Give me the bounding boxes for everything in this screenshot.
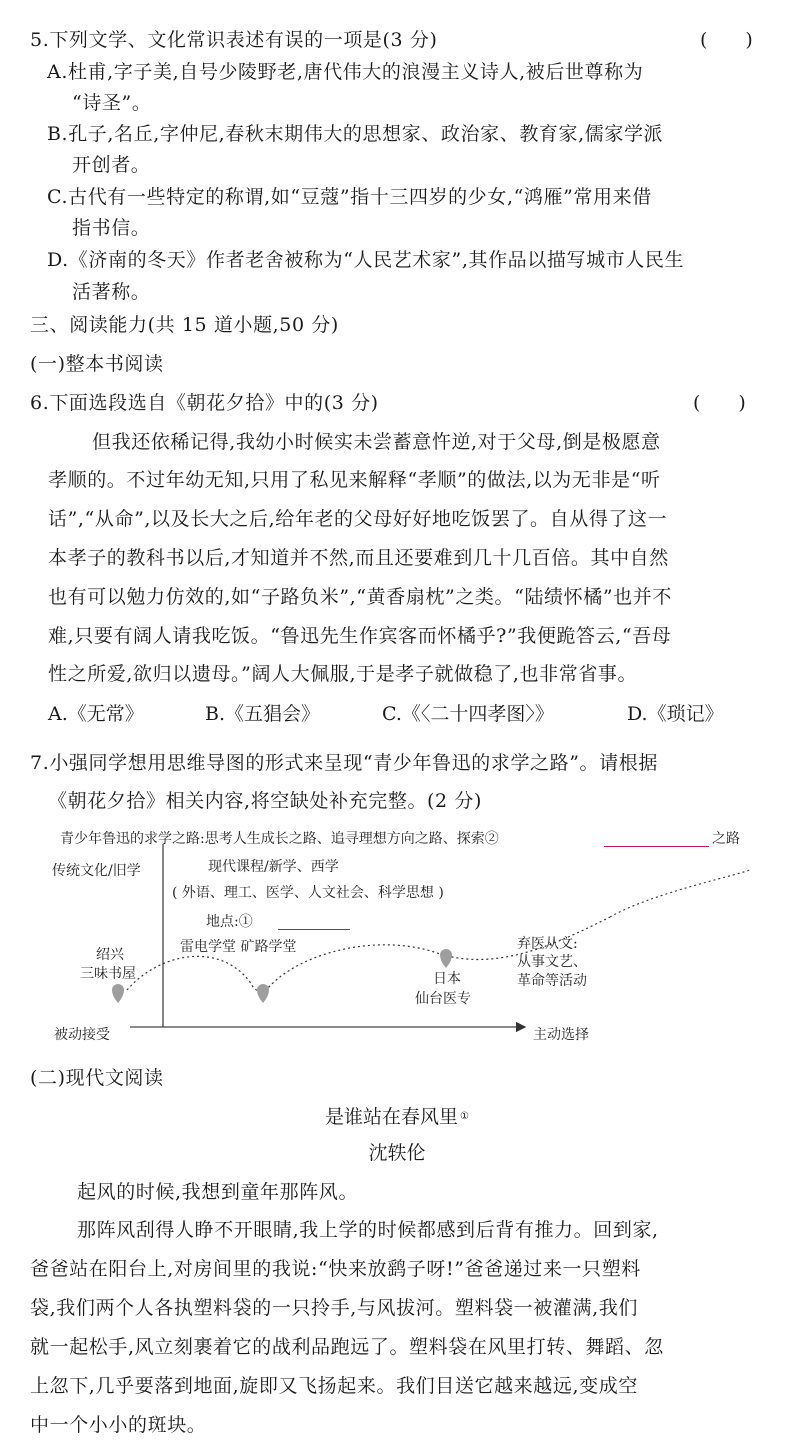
quit-medicine-label: 弃医从文:: [517, 936, 578, 952]
q7-stem-line2: 《朝花夕拾》相关内容,将空缺处补充完整。(2 分): [48, 790, 482, 812]
diagram-header: 青少年鲁迅的求学之路:思考人生成长之路、追寻理想方向之路、探索②: [60, 831, 499, 847]
modern-learning-label: 现代课程/新学、西学: [208, 859, 339, 875]
article-paragraph: 起风的时候,我想到童年那阵风。: [77, 1181, 359, 1203]
article-paragraph: 爸爸站在阳台上,对房间里的我说:“快来放鹞子呀!”爸爸递过来一只塑料: [30, 1258, 641, 1280]
japan-label: 日本: [433, 971, 461, 987]
mind-map-graphics: [30, 822, 770, 1052]
q5-option-c-line2: 指书信。: [72, 217, 151, 239]
x-axis-right-label: 主动选择: [533, 1027, 589, 1043]
modern-learning-detail: ( 外语、理工、医学、人文社会、科学思想 ): [172, 885, 444, 901]
article-paragraph: 中一个小小的斑块。: [30, 1414, 207, 1436]
quit-medicine-detail2: 革命等活动: [517, 973, 587, 989]
q6-passage-line: 但我还依稀记得,我幼小时候实未尝蓄意忤逆,对于父母,倒是极愿意: [92, 431, 661, 453]
shaoxing-label: 绍兴: [96, 947, 124, 963]
diagram-header-suffix: 之路: [712, 831, 740, 847]
x-axis-left-label: 被动接受: [54, 1027, 110, 1043]
section-3-title: 三、阅读能力(共 15 道小题,50 分): [30, 314, 339, 336]
article-paragraph: 上忽下,几乎要落到地面,旋即又飞扬起来。我们目送它越来越远,变成空: [30, 1375, 638, 1397]
q6-answer-paren: ( ): [693, 392, 746, 414]
q5-option-c-line1: C.古代有一些特定的称谓,如“豆蔻”指十三四岁的少女,“鸿雁”常用来借: [47, 186, 652, 208]
part-1-title: (一)整本书阅读: [30, 353, 164, 375]
quit-medicine-detail1: 从事文艺、: [517, 954, 587, 970]
q5-option-d-line1: D.《济南的冬天》作者老舍被称为“人民艺术家”,其作品以描写城市人民生: [47, 249, 685, 271]
q6-passage-line: 本孝子的教科书以后,才知道并不然,而且还要难到几十几百倍。其中自然: [48, 547, 669, 569]
sendai-label: 仙台医专: [415, 991, 471, 1007]
answer-blank-1[interactable]: [278, 929, 350, 930]
q5-option-b-line1: B.孔子,名丘,字仲尼,春秋末期伟大的思想家、政治家、教育家,儒家学派: [47, 123, 664, 145]
article-title-text: 是谁站在春风里: [325, 1106, 459, 1128]
article-paragraph: 就一起松手,风立刻裹着它的战利品跑远了。塑料袋在风里打转、舞蹈、忽: [30, 1336, 664, 1358]
sanwei-label: 三味书屋: [80, 966, 136, 982]
article-title: [0, 1105, 794, 1129]
nanjing-schools: 雷电学堂 矿路学堂: [180, 939, 297, 955]
part-2-title: (二)现代文阅读: [30, 1067, 164, 1089]
q5-answer-paren: ( ): [700, 29, 753, 51]
article-paragraph: 那阵风刮得人睁不开眼睛,我上学的时候都感到后背有推力。回到家,: [77, 1219, 659, 1241]
q6-stem: 6.下面选段选自《朝花夕拾》中的(3 分): [30, 392, 379, 414]
q5-option-d-line2: 活著称。: [72, 281, 151, 303]
q6-option-d: D.《琐记》: [627, 703, 724, 725]
q5-option-a-line1: A.杜甫,字子美,自号少陵野老,唐代伟大的浪漫主义诗人,被后世尊称为: [47, 61, 644, 83]
location-label: 地点:①: [206, 914, 253, 930]
article-author: 沈轶伦: [368, 1142, 426, 1164]
q6-passage-line: 也有可以勉力仿效的,如“子路负米”,“黄香扇枕”之类。“陆绩怀橘”也并不: [48, 586, 672, 608]
mind-map-diagram: [30, 822, 770, 1052]
q5-stem: 5.下列文学、文化常识表述有误的一项是(3 分): [30, 29, 438, 51]
q7-stem-line1: 7.小强同学想用思维导图的形式来呈现“青少年鲁迅的求学之路”。请根据: [30, 752, 658, 774]
pin-japan-icon: [440, 949, 452, 968]
q6-option-b: B.《五猖会》: [205, 703, 321, 725]
q6-option-a: A.《无常》: [48, 703, 144, 725]
answer-blank-2[interactable]: [604, 846, 709, 847]
q6-passage-line: 难,只要有阔人请我吃饭。“鲁迅先生作宾客而怀橘乎?”我便跪答云,“吾母: [48, 625, 672, 647]
pin-shaoxing-icon: [112, 984, 124, 1003]
pin-nanjing-icon: [257, 984, 269, 1003]
footnote-mark: ①: [460, 1111, 469, 1122]
q5-option-a-line2: “诗圣”。: [72, 92, 152, 114]
q6-passage-line: 性之所爱,欲归以遗母。”阔人大佩服,于是孝子就做稳了,也非常省事。: [48, 663, 638, 685]
q5-option-b-line2: 开创者。: [72, 154, 151, 176]
q6-passage-line: 话”,“从命”,以及长大之后,给年老的父母好好地吃饭罢了。自从得了这一: [48, 508, 668, 530]
y-axis-label: 传统文化/旧学: [52, 863, 141, 879]
q6-passage-line: 孝顺的。不过年幼无知,只用了私见来解释“孝顺”的做法,以为无非是“听: [48, 469, 661, 491]
q6-option-c: C.《〈二十四孝图〉》: [382, 703, 554, 725]
article-paragraph: 袋,我们两个人各执塑料袋的一只拎手,与风拔河。塑料袋一被灌满,我们: [30, 1297, 638, 1319]
